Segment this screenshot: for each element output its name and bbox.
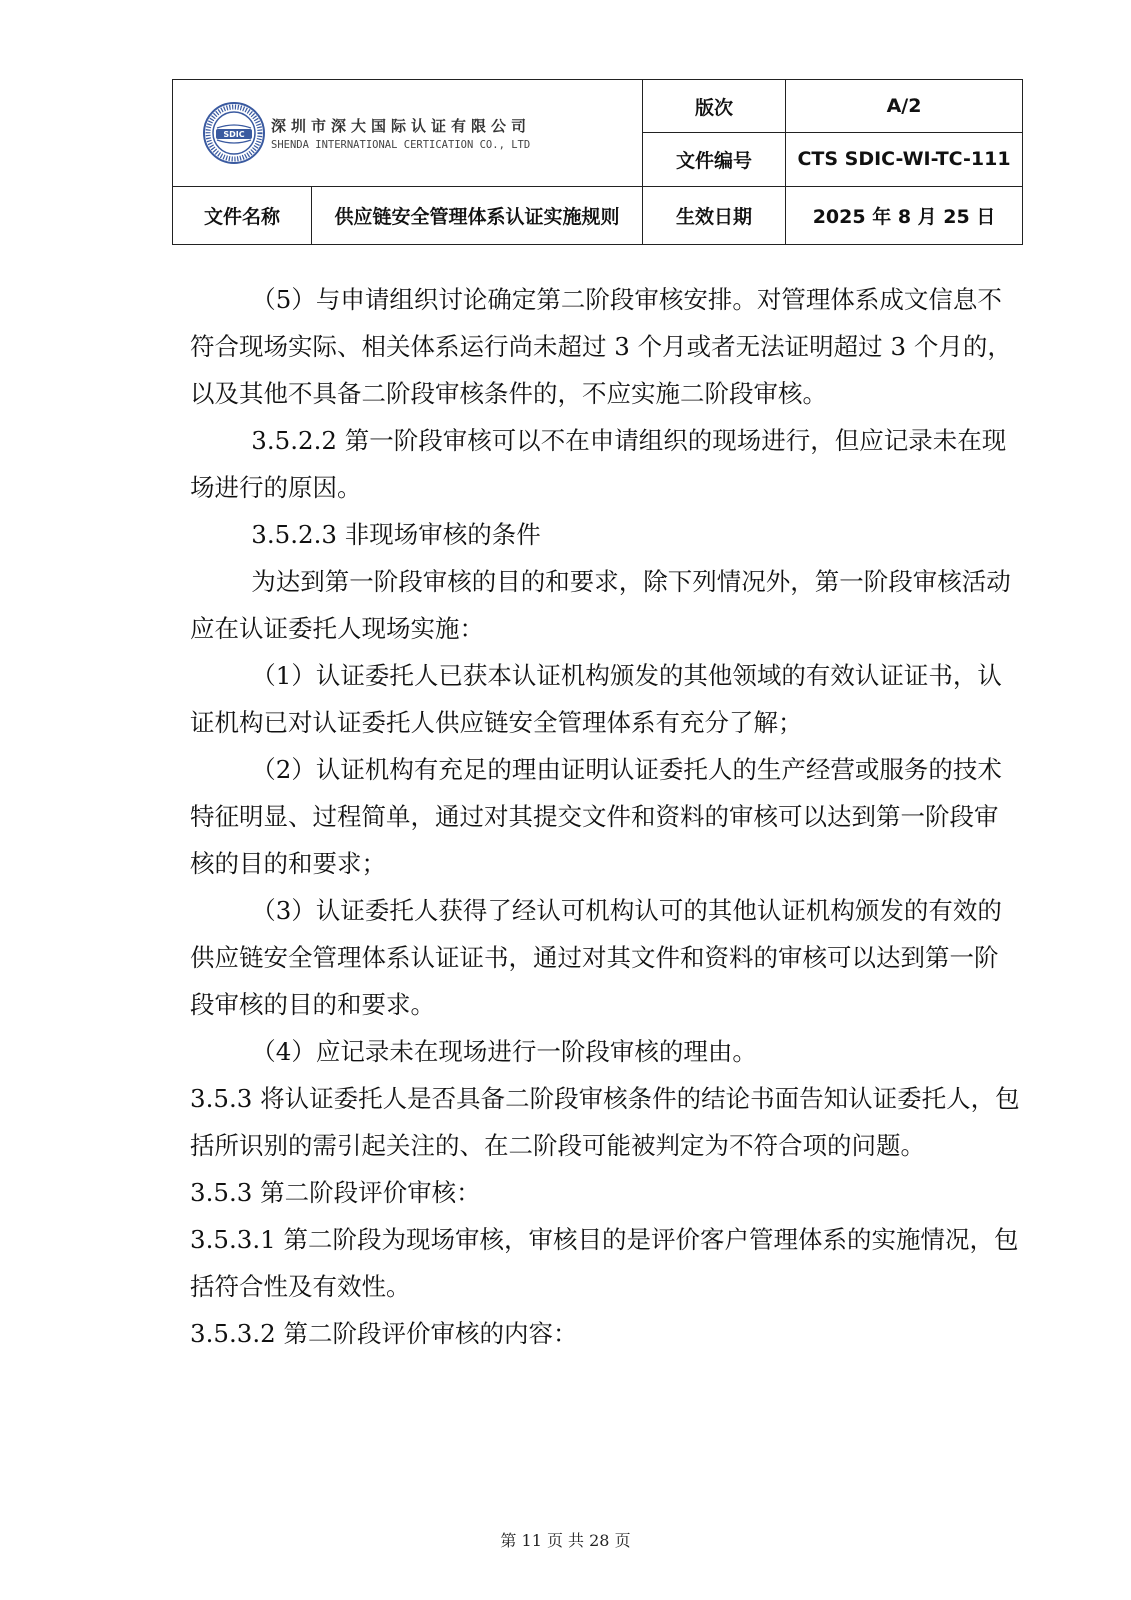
- effective-date-value: 2025 年 8 月 25 日: [786, 186, 1023, 244]
- company-seal-icon: [203, 102, 265, 164]
- doc-name-label: 文件名称: [173, 186, 312, 244]
- doc-number-label: 文件编号: [643, 133, 786, 186]
- company-logo-cell: [173, 80, 643, 187]
- paragraph: 3.5.3 第二阶段评价审核：: [190, 1178, 481, 1207]
- paragraph: （3）认证委托人获得了经认可机构认可的其他认证机构颁发的有效的供应链安全管理体系认证证书，通过对其文件和资料的审核可以达到第一阶段审核的目的和要求。: [190, 896, 1002, 1019]
- doc-name-value: 供应链安全管理体系认证实施规则: [312, 186, 643, 244]
- company-logo: [173, 102, 642, 164]
- paragraph: 3.5.2.3 非现场审核的条件: [251, 520, 541, 549]
- effective-date-label: 生效日期: [643, 186, 786, 244]
- page-number: 第 11 页 共 28 页: [500, 1531, 631, 1550]
- company-name-cn: 深圳市深大国际认证有限公司: [271, 116, 532, 135]
- paragraph: 3.5.3.1 第二阶段为现场审核，审核目的是评价客户管理体系的实施情况，包括符合性及有效性。: [190, 1225, 1019, 1301]
- paragraph: 为达到第一阶段审核的目的和要求，除下列情况外，第一阶段审核活动应在认证委托人现场实施：: [190, 567, 1011, 643]
- paragraph: （4）应记录未在现场进行一阶段审核的理由。: [251, 1037, 757, 1066]
- paragraph: 3.5.3 将认证委托人是否具备二阶段审核条件的结论书面告知认证委托人，包括所识别的需引起关注的、在二阶段可能被判定为不符合项的问题。: [190, 1084, 1020, 1160]
- paragraph: （5）与申请组织讨论确定第二阶段审核安排。对管理体系成文信息不符合现场实际、相关体系运行尚未超过 3 个月或者无法证明超过 3 个月的，以及其他不具备二阶段审核条件的，不应实施二阶段审核。: [190, 285, 1012, 408]
- company-name-en: SHENDA INTERNATIONAL CERTICATION CO., LTD: [271, 138, 531, 151]
- paragraph: （2）认证机构有充足的理由证明认证委托人的生产经营或服务的技术特征明显、过程简单，通过对其提交文件和资料的审核可以达到第一阶段审核的目的和要求；: [190, 755, 1002, 878]
- paragraph: 3.5.2.2 第一阶段审核可以不在申请组织的现场进行，但应记录未在现场进行的原因。: [190, 426, 1007, 502]
- version-value: A/2: [786, 80, 1023, 133]
- doc-number-value: CTS SDIC-WI-TC-111: [786, 133, 1023, 186]
- paragraph: （1）认证委托人已获本认证机构颁发的其他领域的有效认证证书，认证机构已对认证委托人供应链安全管理体系有充分了解；: [190, 661, 1002, 737]
- version-label: 版次: [643, 80, 786, 133]
- document-body: [190, 276, 1020, 1357]
- header-table: [172, 79, 1023, 245]
- logo-text: SDIC: [223, 129, 245, 139]
- paragraph: 3.5.3.2 第二阶段评价审核的内容：: [190, 1319, 578, 1348]
